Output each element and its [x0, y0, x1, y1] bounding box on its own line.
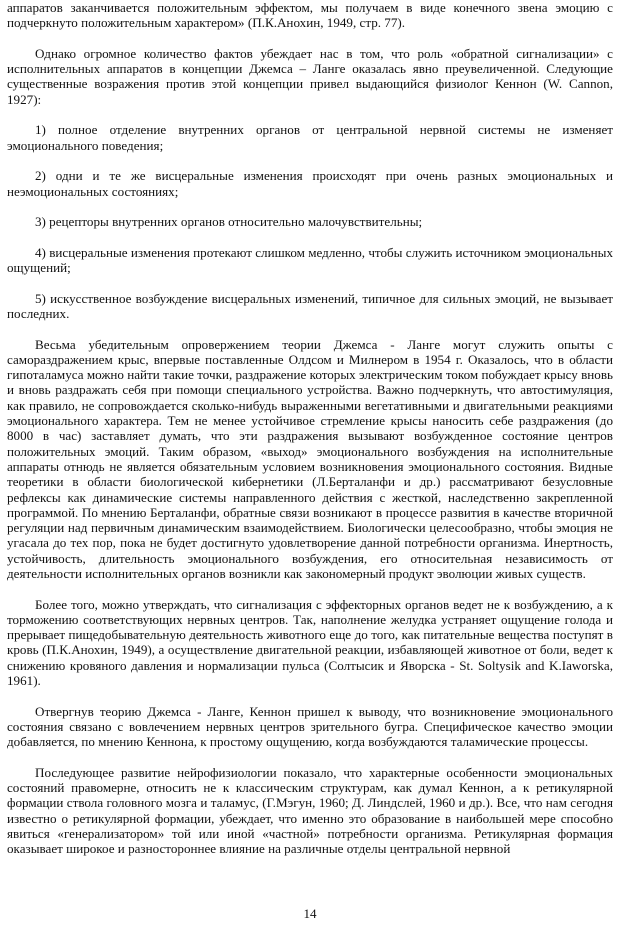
paragraph-objection-4: 4) висцеральные изменения протекают слишком медленно, чтобы служить источником эмоциональных ощущений;	[7, 244, 613, 276]
paragraph-objection-2: 2) одни и те же висцеральные изменения происходят при очень разных эмоциональных и неэмоциональных состояниях;	[7, 168, 613, 199]
paragraph-cannon-objections-intro: Однако огромное количество фактов убеждает нас в том, что роль «обратной сигнализации» с исполнительных аппаратов в концепции Джемса – Ланге оказалась явно преувеличенной. Следующие существенные возражения против этой концепции привел выдающийся физиолог Кеннон (W. Cannon, 1927):	[7, 45, 613, 107]
paragraph-reticular-formation: Последующее развитие нейрофизиологии показало, что характерные особенности эмоциональных состояний правомерне, относить не к классическим структурам, как думал Кеннон, а к ретикулярной формации ствола головного мозга и таламус, (Г.Мэгун, 1960; Д. Линдслей, 1960 и др.). Все, что нам сегодня известно о ретикулярной формации, убеждает, что именно это образование в наибольшей мере способно явиться «генерализатором» той или иной «частной» потребности организма. Ретикулярная формация оказывает широкое и разностороннее влияние на различные отделы центральной нервной	[7, 764, 613, 857]
paragraph-objection-1: 1) полное отделение внутренних органов от центральной нервной системы не изменяет эмоционального поведения;	[7, 122, 613, 153]
paragraph-thalamic-theory: Отвергнув теорию Джемса - Ланге, Кеннон пришел к выводу, что возникновение эмоционального состояния связано с вовлечением нервных центров зрительного бугра. Специфическое качество эмоции добавляется, по мнению Кеннона, к простому ощущению, когда возбуждаются таламические процессы.	[7, 703, 613, 750]
paragraph-objection-3: 3) рецепторы внутренних органов относительно малочувствительны;	[35, 214, 423, 230]
paragraph-objection-5: 5) искусственное возбуждение висцеральных изменений, типичное для сильных эмоций, не вызывает последних.	[7, 290, 613, 321]
paragraph-effector-signaling: Более того, можно утверждать, что сигнализация с эффекторных органов ведет не к возбуждению, а к торможению соответствующих нервных центров. Так, наполнение желудка устраняет ощущение голода и прерывает пищедобывательную деятельность животного еще до того, как питательные вещества поступят в кровь (П.К.Анохин, 1949), а осуществление двигательной реакции, избавляющей животное от боли, ведет к снижению кровяного давления и нормализации пульса (Солтысик и Яворска - St. Soltysik and K.Iaworska, 1961).	[7, 596, 613, 689]
page-number: 14	[303, 906, 317, 921]
paragraph-quote-ending: аппаратов заканчивается положительным эффектом, мы получаем в виде конечного звена эмоцию с подчеркнуто положительным характером» (П.К.Анохин, 1949, стр. 77).	[7, 0, 613, 31]
body-text	[7, 0, 613, 857]
paragraph-self-stimulation: Весьма убедительным опровержением теории Джемса - Ланге могут служить опыты с самораздражением крыс, впервые поставленные Олдсом и Милнером в 1954 г. Оказалось, что в области гипоталамуса можно найти такие точки, раздражение которых электрическим током побуждает крысу вновь и вновь раздражать себя при помощи специального устройства. Важно подчеркнуть, что автостимуляция, как правило, не сопровождается сколько-нибудь выраженными вегетативными и двигательными реакциями эмоционального характера. Тем не менее устойчивое стремление крысы наносить себе раздражения (до 8000 в час) заставляет думать, что эти раздражения вызывают возбужденное состояние центров положительных эмоций. Таким образом, «выход» эмоционального возбуждения на исполнительные аппараты отнюдь не является обязательным условием возникновения эмоционального состояния. Видные теоретики в области биологической кибернетики (Л.Берталанфи и др.) рассматривают безусловные рефлексы как динамические системы направленного действия с жесткой, наследственно закрепленной программой. По мнению Берталанфи, обратные связи возникают в процессе развития в качестве вторичной регуляции над первичным динамическим взаимодействием. Биологически целесообразно, чтобы эмоция не угасала до тех пор, пока не будет достигнуто удовлетворение данной потребности организма. Инертность, устойчивость, длительность эмоционального возбуждения, его относительная независимость от деятельности исполнительных органов возникли как закономерный продукт эволюции живых существ.	[7, 336, 613, 581]
